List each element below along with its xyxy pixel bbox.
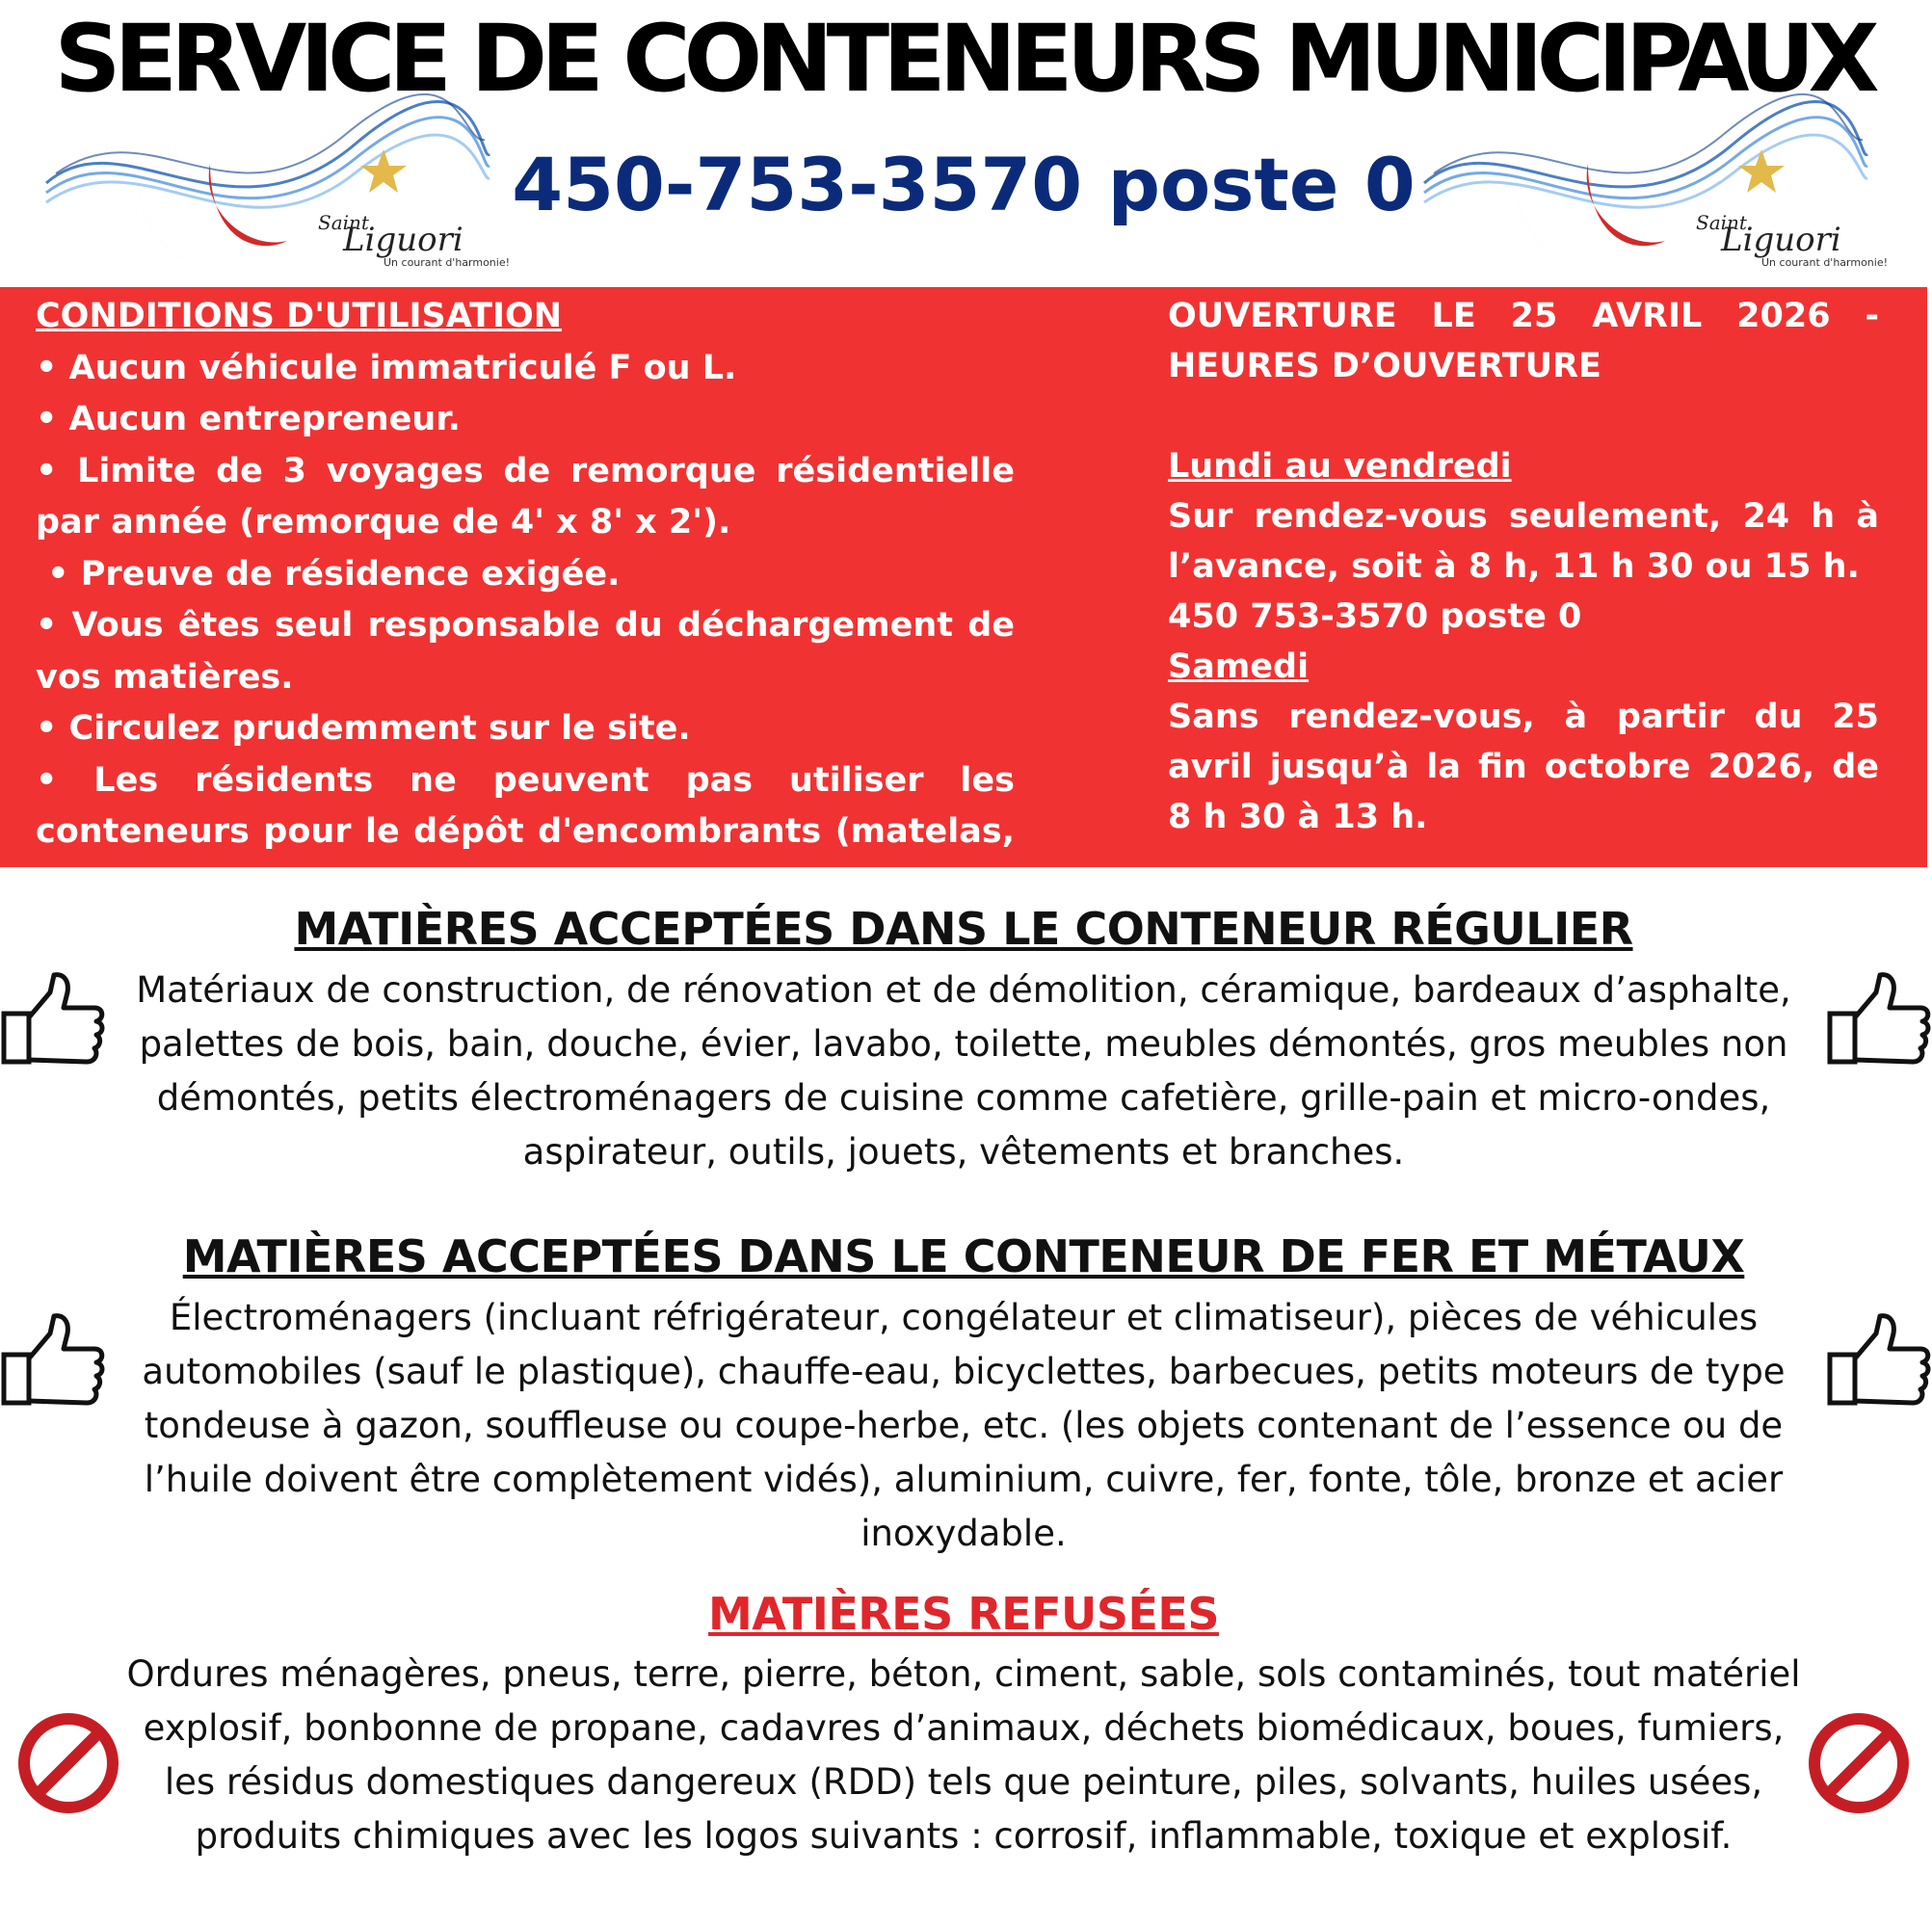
logo-emblem [1415, 106, 1889, 270]
condition-item: • Limite de 3 voyages de remorque résidentielle par année (remorque de 4' x 8' x 2'). [36, 451, 1015, 541]
opening-date: OUVERTURE LE 25 AVRIL 2026 - HEURES D’OUVERTURE [1168, 297, 1879, 385]
condition-item: • Circulez prudemment sur le site. [36, 709, 691, 748]
refused-heading: MATIÈRES REFUSÉES [708, 1588, 1219, 1640]
condition-item: • Preuve de résidence exigée. [36, 554, 621, 594]
logo-emblem [37, 106, 511, 270]
metal-heading: MATIÈRES ACCEPTÉES DANS LE CONTENEUR DE FER ET MÉTAUX [182, 1230, 1745, 1282]
thumbs-up-icon [0, 1312, 106, 1409]
page-title: SERVICE DE CONTENEURS MUNICIPAUX [54, 5, 1873, 113]
weekday-heading: Lundi au vendredi [1168, 447, 1512, 486]
condition-item: • Aucun véhicule immatriculé F ou L. [36, 348, 737, 387]
regular-heading: MATIÈRES ACCEPTÉES DANS LE CONTENEUR RÉGULIER [294, 903, 1633, 955]
thumbs-up-icon [0, 971, 106, 1068]
weekday-text: Sur rendez-vous seulement, 24 h à l’avance, soit à 8 h, 11 h 30 ou 15 h. [1168, 497, 1879, 586]
saturday-heading: Samedi [1168, 647, 1310, 686]
logo-name-text: Liguori [1721, 221, 1841, 259]
saturday-text: Sans rendez-vous, à partir du 25 avril jusqu’à la fin octobre 2026, de 8 h 30 à 13 h. [1168, 698, 1879, 836]
conditions-heading: CONDITIONS D'UTILISATION [36, 297, 563, 335]
regular-text: Matériaux de construction, de rénovation et de démolition, céramique, bardeaux d’asphalte, palettes de bois, bain, douche, évier, lavabo, toilette, meubles démontés, gros meubles non démontés, petits électroménagers de cuisine comme cafetière, grille-pain et micro-ondes, aspirateur, outils, jouets, vêtements et branches. [136, 969, 1791, 1173]
weekday-phone: 450 753-3570 poste 0 [1168, 597, 1582, 636]
info-band [0, 287, 1927, 903]
metal-text: Électroménagers (incluant réfrigérateur, congélateur et climatiseur), pièces de véhicules automobiles (sauf le plastique), chauffe-eau, bicyclettes, barbecues, petits moteurs de type tondeuse à gazon, souffleuse ou coupe-herbe, etc. (les objets contenant de l’essence ou de l’huile doivent être complètement vidés), aluminium, cuivre, fer, fonte, tôle, bronze et acier inoxydable. [142, 1297, 1786, 1554]
phone-number: 450-753-3570 poste 0 [512, 142, 1416, 227]
thumbs-up-icon [1826, 971, 1932, 1068]
logo-tagline-text: Un courant d'harmonie! [1761, 256, 1889, 269]
refused-text: Ordures ménagères, pneus, terre, pierre, béton, ciment, sable, sols contaminés, tout matériel explosif, bonbonne de propane, cadavres d’animaux, déchets biomédicaux, boues, fumiers, les résidus domestiques dangereux (RDD) tels que peinture, piles, solvants, huiles usées, produits chimiques avec les logos suivants : corrosif, inflammable, toxique et explosif. [126, 1653, 1801, 1857]
logo-saint-text: Saint [1696, 211, 1747, 234]
condition-item: • Vous êtes seul responsable du déchargement de vos matières. [36, 606, 1015, 697]
condition-item: • Les résidents ne peuvent pas utiliser les conteneurs pour le dépôt d'encombrants (matelas, divans, etc.). [36, 760, 1015, 903]
thumbs-up-icon [1826, 1312, 1932, 1409]
hours-column [1168, 291, 1879, 842]
condition-item: • Aucun entrepreneur. [36, 400, 461, 438]
logo-tagline-text: Un courant d'harmonie! [384, 256, 511, 269]
logo-name-text: Liguori [343, 221, 463, 259]
no-entry-icon [1806, 1710, 1912, 1816]
no-entry-icon [15, 1710, 121, 1816]
conditions-column [36, 291, 1015, 910]
logo-saint-text: Saint [318, 211, 369, 234]
